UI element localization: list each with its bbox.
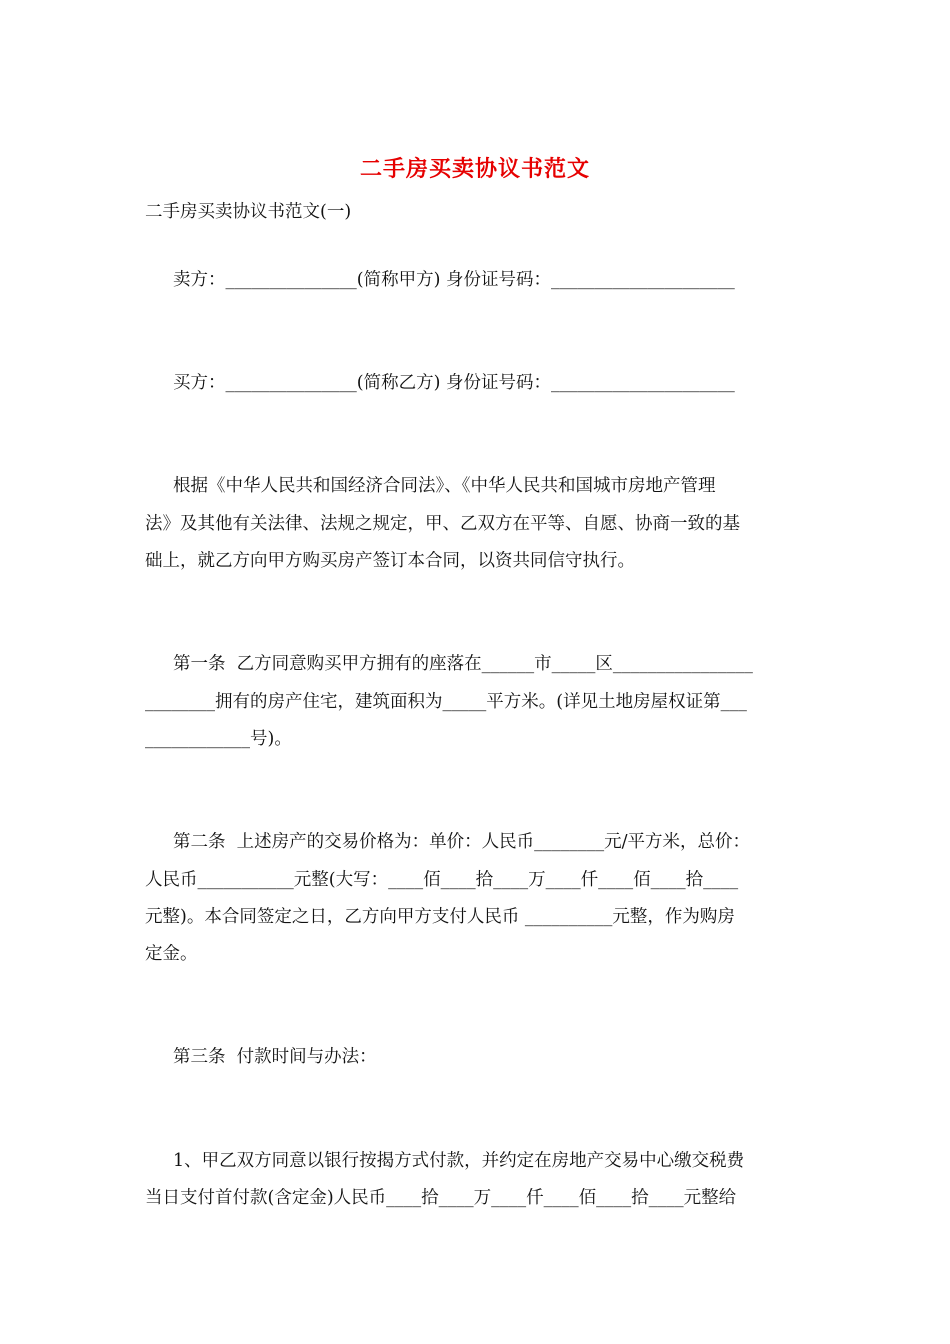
document-title: 二手房买卖协议书范文 — [359, 156, 590, 182]
article-1-line: 第一条 乙方同意购买甲方拥有的座落在______市_____区________________ — [173, 654, 753, 674]
article-2-line: 定金。 — [145, 944, 198, 964]
article-2-line: 人民币___________元整(大写：____佰____拾____万____仟____佰____拾____ — [145, 870, 739, 890]
clause-1-line: 1、甲乙双方同意以银行按揭方式付款，并约定在房地产交易中心缴交税费 — [173, 1151, 745, 1171]
article-2-line: 元整)。本合同签定之日，乙方向甲方支付人民币 __________元整，作为购房 — [145, 907, 735, 927]
clause-1-line: 当日支付首付款(含定金)人民币____拾____万____仟____佰____拾____元整给 — [145, 1188, 737, 1208]
document-subtitle: 二手房买卖协议书范文(一) — [145, 202, 352, 222]
article-1-line: ____________号)。 — [145, 729, 292, 749]
article-1-line: ________拥有的房产住宅，建筑面积为_____平方米。(详见土地房屋权证第___ — [145, 692, 747, 712]
preamble-line: 根据《中华人民共和国经济合同法》、《中华人民共和国城市房地产管理 — [173, 476, 716, 496]
seller-line: 卖方：_______________(简称甲方) 身份证号码：_____________________ — [173, 270, 735, 290]
article-3-heading: 第三条 付款时间与办法： — [173, 1047, 377, 1067]
preamble-line: 法》及其他有关法律、法规之规定，甲、乙双方在平等、自愿、协商一致的基 — [145, 514, 740, 534]
preamble-line: 础上，就乙方向甲方购买房产签订本合同，以资共同信守执行。 — [145, 551, 635, 571]
article-2-line: 第二条 上述房产的交易价格为：单价：人民币________元/平方米，总价： — [173, 832, 751, 852]
buyer-line: 买方：_______________(简称乙方) 身份证号码：_____________________ — [173, 373, 735, 393]
